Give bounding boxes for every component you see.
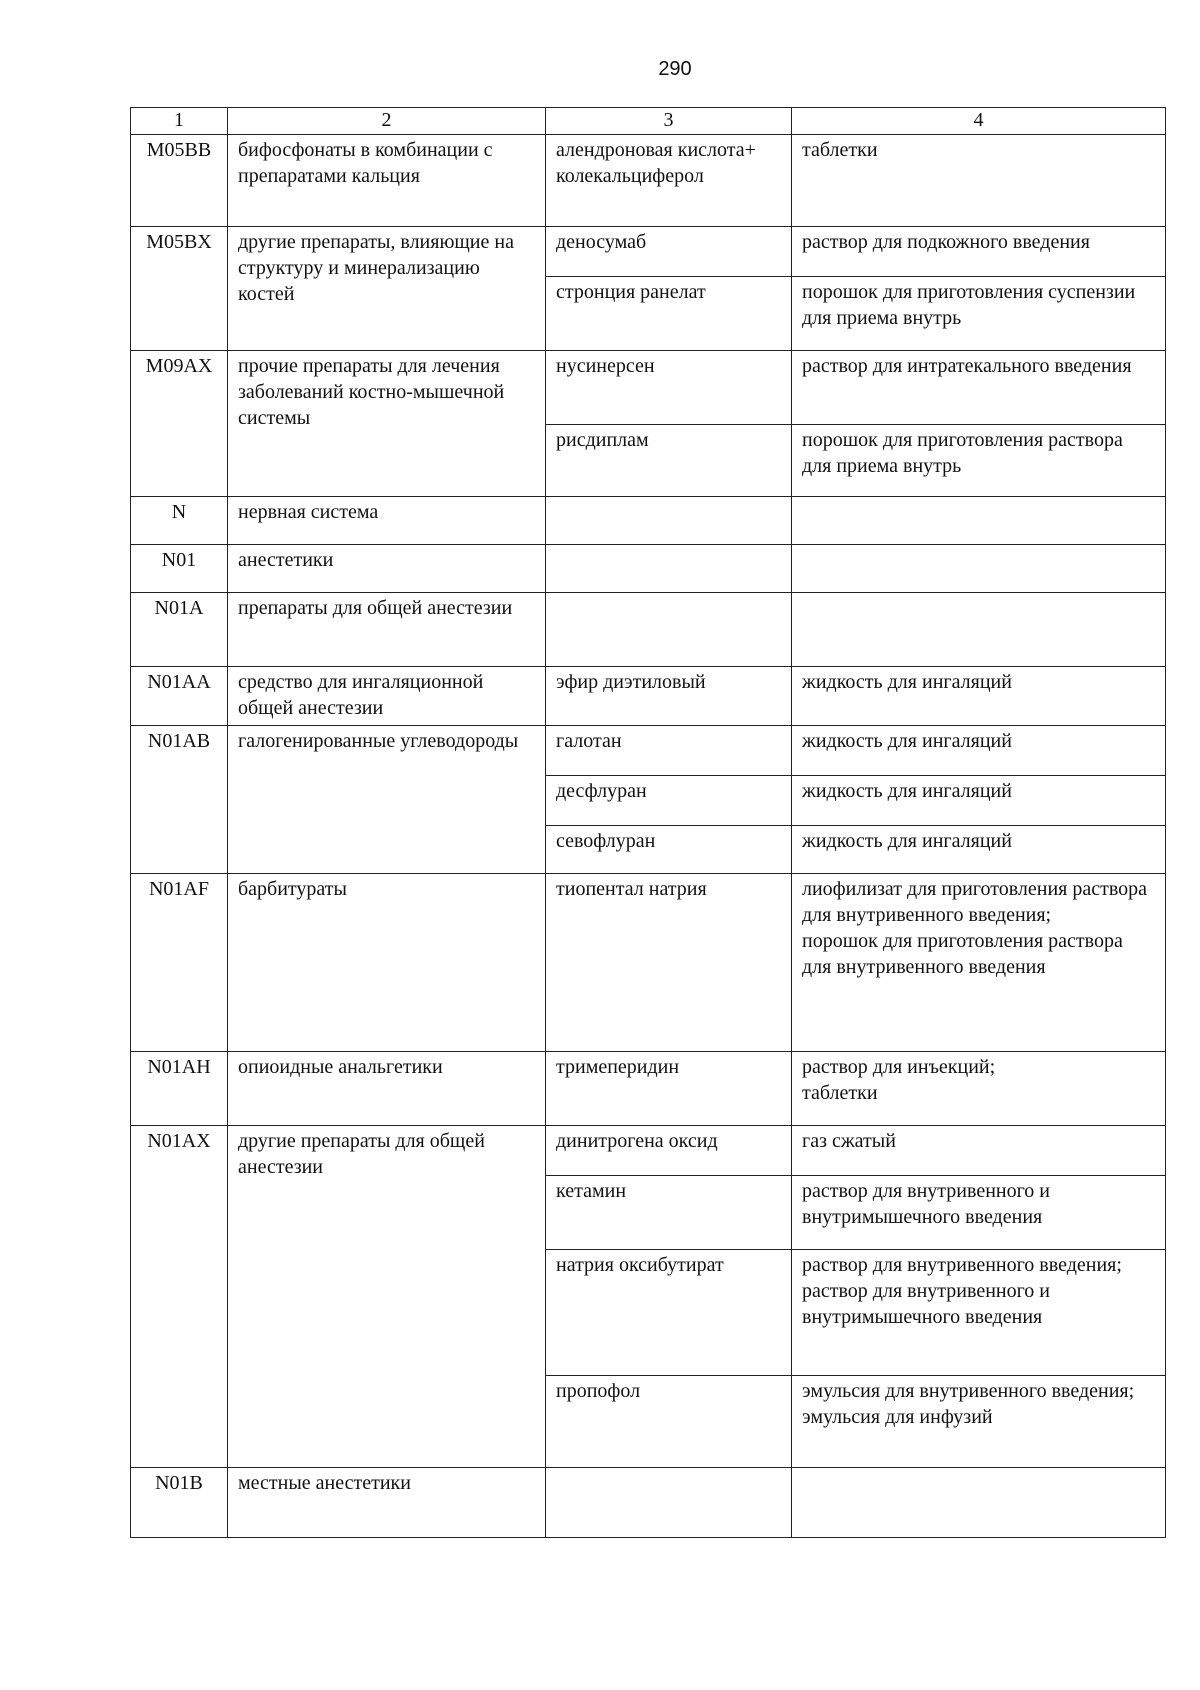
dosage-form-text: раствор для внутривенного и внутримышечного введения	[802, 1280, 1051, 1328]
substance-cell: динитрогена оксид	[546, 1126, 792, 1176]
dosage-form-text: газ сжатый	[802, 1130, 896, 1152]
dosage-form-text: эмульсия для внутривенного введения;	[802, 1380, 1135, 1402]
table-row	[131, 1126, 1166, 1176]
atc-code-cell: M09AX	[131, 351, 228, 497]
atc-code-cell: N01AX	[131, 1126, 228, 1468]
atc-code-cell: N01AB	[131, 726, 228, 874]
substance-cell: алендроновая кислота+ колекальциферол	[546, 135, 792, 227]
substance-cell	[546, 545, 792, 593]
group-name-cell: опиоидные анальгетики	[228, 1052, 546, 1126]
atc-code-cell: M05BX	[131, 227, 228, 351]
dosage-form-cell	[792, 227, 1166, 277]
substance-cell	[546, 497, 792, 545]
group-name-cell: другие препараты, влияющие на структуру и минерализацию костей	[228, 227, 546, 351]
dosage-form-text: порошок для приготовления раствора для внутривенного введения	[802, 930, 1123, 978]
page-number: 290	[658, 58, 692, 80]
dosage-form-cell	[792, 1376, 1166, 1468]
dosage-form-text: таблетки	[802, 1082, 878, 1104]
group-name-cell: средство для ингаляционной общей анестезии	[228, 667, 546, 726]
dosage-form-cell	[792, 351, 1166, 425]
table-row	[131, 667, 1166, 726]
dosage-form-text: порошок для приготовления раствора для приема внутрь	[802, 429, 1123, 477]
table-row	[131, 1468, 1166, 1538]
dosage-form-cell	[792, 1468, 1166, 1538]
table-row	[131, 227, 1166, 277]
substance-cell: тримеперидин	[546, 1052, 792, 1126]
dosage-form-cell	[792, 1176, 1166, 1250]
drug-table	[130, 107, 1166, 1538]
substance-cell: эфир диэтиловый	[546, 667, 792, 726]
group-name-cell: галогенированные углеводороды	[228, 726, 546, 874]
atc-code-cell: N01B	[131, 1468, 228, 1538]
header-row	[131, 108, 1166, 135]
table-body	[131, 135, 1166, 1538]
dosage-form-cell	[792, 776, 1166, 826]
atc-code-cell: N01AF	[131, 874, 228, 1052]
group-name-cell: барбитураты	[228, 874, 546, 1052]
column-header: 4	[792, 108, 1166, 135]
table-row	[131, 351, 1166, 425]
dosage-form-cell	[792, 874, 1166, 1052]
dosage-form-cell	[792, 726, 1166, 776]
substance-cell: деносумаб	[546, 227, 792, 277]
dosage-form-text: жидкость для ингаляций	[802, 780, 1012, 802]
dosage-form-text: раствор для внутривенного введения;	[802, 1254, 1122, 1276]
dosage-form-text: раствор для подкожного введения	[802, 231, 1090, 253]
dosage-form-text: лиофилизат для приготовления раствора для внутривенного введения;	[802, 878, 1148, 926]
dosage-form-text: эмульсия для инфузий	[802, 1406, 993, 1428]
atc-code-cell: N01AH	[131, 1052, 228, 1126]
table-row	[131, 593, 1166, 667]
substance-cell: пропофол	[546, 1376, 792, 1468]
column-header: 1	[131, 108, 228, 135]
dosage-form-cell	[792, 425, 1166, 497]
table-row	[131, 545, 1166, 593]
dosage-form-cell	[792, 667, 1166, 726]
substance-cell: кетамин	[546, 1176, 792, 1250]
substance-cell	[546, 1468, 792, 1538]
dosage-form-cell	[792, 1250, 1166, 1376]
dosage-form-text: жидкость для ингаляций	[802, 671, 1012, 693]
dosage-form-text: жидкость для ингаляций	[802, 730, 1012, 752]
dosage-form-cell	[792, 826, 1166, 874]
atc-code-cell: M05BB	[131, 135, 228, 227]
substance-cell: рисдиплам	[546, 425, 792, 497]
table-row	[131, 874, 1166, 1052]
table-row	[131, 497, 1166, 545]
substance-cell: нусинерсен	[546, 351, 792, 425]
group-name-cell: нервная система	[228, 497, 546, 545]
group-name-cell: прочие препараты для лечения заболеваний костно-мышечной системы	[228, 351, 546, 497]
atc-code-cell: N01	[131, 545, 228, 593]
dosage-form-cell	[792, 593, 1166, 667]
substance-cell: натрия оксибутират	[546, 1250, 792, 1376]
substance-cell: стронция ранелат	[546, 277, 792, 351]
dosage-form-cell	[792, 497, 1166, 545]
substance-cell: десфлуран	[546, 776, 792, 826]
dosage-form-cell	[792, 1126, 1166, 1176]
group-name-cell: местные анестетики	[228, 1468, 546, 1538]
atc-code-cell: N01A	[131, 593, 228, 667]
dosage-form-text: раствор для интратекального введения	[802, 355, 1132, 377]
dosage-form-text: раствор для внутривенного и внутримышечного введения	[802, 1180, 1051, 1228]
substance-cell	[546, 593, 792, 667]
group-name-cell: анестетики	[228, 545, 546, 593]
dosage-form-cell	[792, 1052, 1166, 1126]
dosage-form-text: таблетки	[802, 139, 878, 161]
column-header: 3	[546, 108, 792, 135]
group-name-cell: препараты для общей анестезии	[228, 593, 546, 667]
dosage-form-cell	[792, 135, 1166, 227]
atc-code-cell: N01AA	[131, 667, 228, 726]
table-row	[131, 1052, 1166, 1126]
substance-cell: галотан	[546, 726, 792, 776]
atc-code-cell: N	[131, 497, 228, 545]
column-header: 2	[228, 108, 546, 135]
substance-cell: тиопентал натрия	[546, 874, 792, 1052]
substance-cell: севофлуран	[546, 826, 792, 874]
drug-table-container	[130, 107, 1165, 1538]
dosage-form-text: порошок для приготовления суспензии для приема внутрь	[802, 281, 1136, 329]
dosage-form-text: раствор для инъекций;	[802, 1056, 996, 1078]
dosage-form-cell	[792, 545, 1166, 593]
table-row	[131, 135, 1166, 227]
group-name-cell: другие препараты для общей анестезии	[228, 1126, 546, 1468]
dosage-form-text: жидкость для ингаляций	[802, 830, 1012, 852]
table-row	[131, 726, 1166, 776]
group-name-cell: бифосфонаты в комбинации с препаратами кальция	[228, 135, 546, 227]
dosage-form-cell	[792, 277, 1166, 351]
